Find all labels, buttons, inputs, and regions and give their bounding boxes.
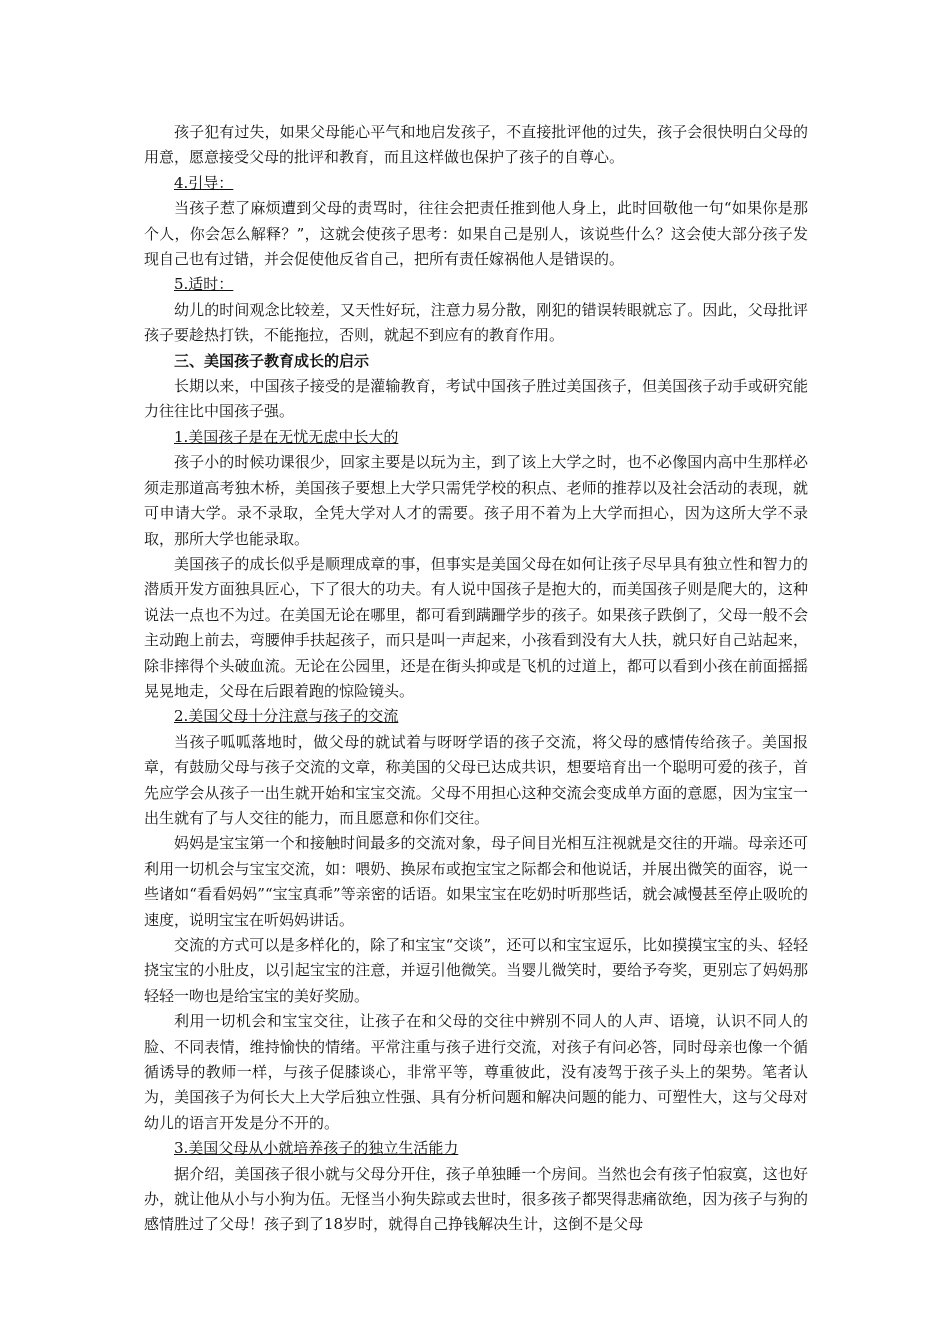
paragraph: 当孩子呱呱落地时，做父母的就试着与呀呀学语的孩子交流，将父母的感情传给孩子。美国报章，有鼓励父母与孩子交流的文章，称美国的父母已达成共识，想要培育出一个聪明可爱的孩子，首先应学会从孩子一出生就开始和宝宝交流。父母不用担心这种交流会变成单方面的意愿，因为宝宝一出生就有了与人交往的能力，而且愿意和你们交往。 <box>144 732 808 827</box>
subheading-text: 4.引导： <box>174 173 234 192</box>
paragraph: 妈妈是宝宝第一个和接触时间最多的交流对象，母子间目光相互注视就是交往的开端。母亲还可利用一切机会与宝宝交流，如：喂奶、换尿布或抱宝宝之际都会和他说话，并展出微笑的面容，说一些诸如“看看妈妈”“宝宝真乖”等亲密的话语。如果宝宝在吃奶时听那些话，就会减慢甚至停止吸吮的速度，说明宝宝在听妈妈讲话。 <box>144 834 808 929</box>
section-heading: 三、美国孩子教育成长的启示 <box>174 351 370 370</box>
paragraph: 美国孩子的成长似乎是顺理成章的事，但事实是美国父母在如何让孩子尽早具有独立性和智力的潜质开发方面独具匠心，下了很大的功夫。有人说中国孩子是抱大的，而美国孩子则是爬大的，这种说法一点也不为过。在美国无论在哪里，都可看到蹒跚学步的孩子。如果孩子跌倒了，父母一般不会主动跑上前去，弯腰伸手扶起孩子，而只是叫一声起来，小孩看到没有大人扶，就只好自己站起来，除非摔得个头破血流。无论在公园里，还是在街头抑或是飞机的过道上，都可以看到小孩在前面摇摇晃晃地走，父母在后跟着跑的惊险镜头。 <box>144 554 808 700</box>
subheading <box>144 1136 808 1161</box>
subheading <box>144 425 808 450</box>
paragraph: 幼儿的时间观念比较差，又天性好玩，注意力易分散，刚犯的错误转眼就忘了。因此，父母批评孩子要趁热打铁，不能拖拉，否则，就起不到应有的教育作用。 <box>144 300 808 345</box>
paragraph: 当孩子惹了麻烦遭到父母的责骂时，往往会把责任推到他人身上，此时回敬他一句“如果你是那个人，你会怎么解释？”，这就会使孩子思考：如果自己是别人，该说些什么？这会使大部分孩子发现自己也有过错，并会促使他反省自己，把所有责任嫁祸他人是错误的。 <box>144 199 808 269</box>
paragraph: 交流的方式可以是多样化的，除了和宝宝“交谈”，还可以和宝宝逗乐，比如摸摸宝宝的头、轻轻挠宝宝的小肚皮，以引起宝宝的注意，并逗引他微笑。当婴儿微笑时，要给予夸奖，更别忘了妈妈那轻轻一吻也是给宝宝的美好奖励。 <box>144 936 808 1005</box>
paragraph: 孩子犯有过失，如果父母能心平气和地启发孩子，不直接批评他的过失，孩子会很快明白父母的用意，愿意接受父母的批评和教育，而且这样做也保护了孩子的自尊心。 <box>144 123 808 167</box>
paragraph: 长期以来，中国孩子接受的是灌输教育，考试中国孩子胜过美国孩子，但美国孩子动手或研究能力往往比中国孩子强。 <box>144 377 808 421</box>
subheading <box>144 704 808 729</box>
subheading <box>144 272 808 297</box>
paragraph: 孩子小的时候功课很少，回家主要是以玩为主，到了该上大学之时，也不必像国内高中生那样必须走那道高考独木桥，美国孩子要想上大学只需凭学校的积点、老师的推荐以及社会活动的表现，就可申请大学。录不录取，全凭大学对人才的需要。孩子用不着为上大学而担心，因为这所大学不录取，那所大学也能录取。 <box>144 453 808 548</box>
subheading <box>144 171 808 196</box>
paragraph: 利用一切机会和宝宝交往，让孩子在和父母的交往中辨别不同人的人声、语境，认识不同人的脸、不同表情，维持愉快的情绪。平常注重与孩子进行交流，对孩子有问必答，同时母亲也像一个循循诱导的教师一样，与孩子促膝谈心，非常平等，尊重彼此，没有凌驾于孩子头上的架势。笔者认为，美国孩子为何长大上大学后独立性强、具有分析问题和解决问题的能力、可塑性大，这与父母对幼儿的语言开发是分不开的。 <box>144 1012 808 1132</box>
paragraph: 据介绍，美国孩子很小就与父母分开住，孩子单独睡一个房间。当然也会有孩子怕寂寞，这也好办，就让他从小与小狗为伍。无怪当小狗失踪或去世时，很多孩子都哭得悲痛欲绝，因为孩子与狗的感情胜过了父母！孩子到了18岁时，就得自己挣钱解决生计，这倒不是父母 <box>144 1164 808 1234</box>
subheading-text: 5.适时： <box>174 275 234 294</box>
subheading-text: 3.美国父母从小就培养孩子的独立生活能力 <box>174 1139 459 1158</box>
subheading-text: 2.美国父母十分注意与孩子的交流 <box>174 707 399 726</box>
subheading-text: 1.美国孩子是在无忧无虑中长大的 <box>174 427 399 446</box>
